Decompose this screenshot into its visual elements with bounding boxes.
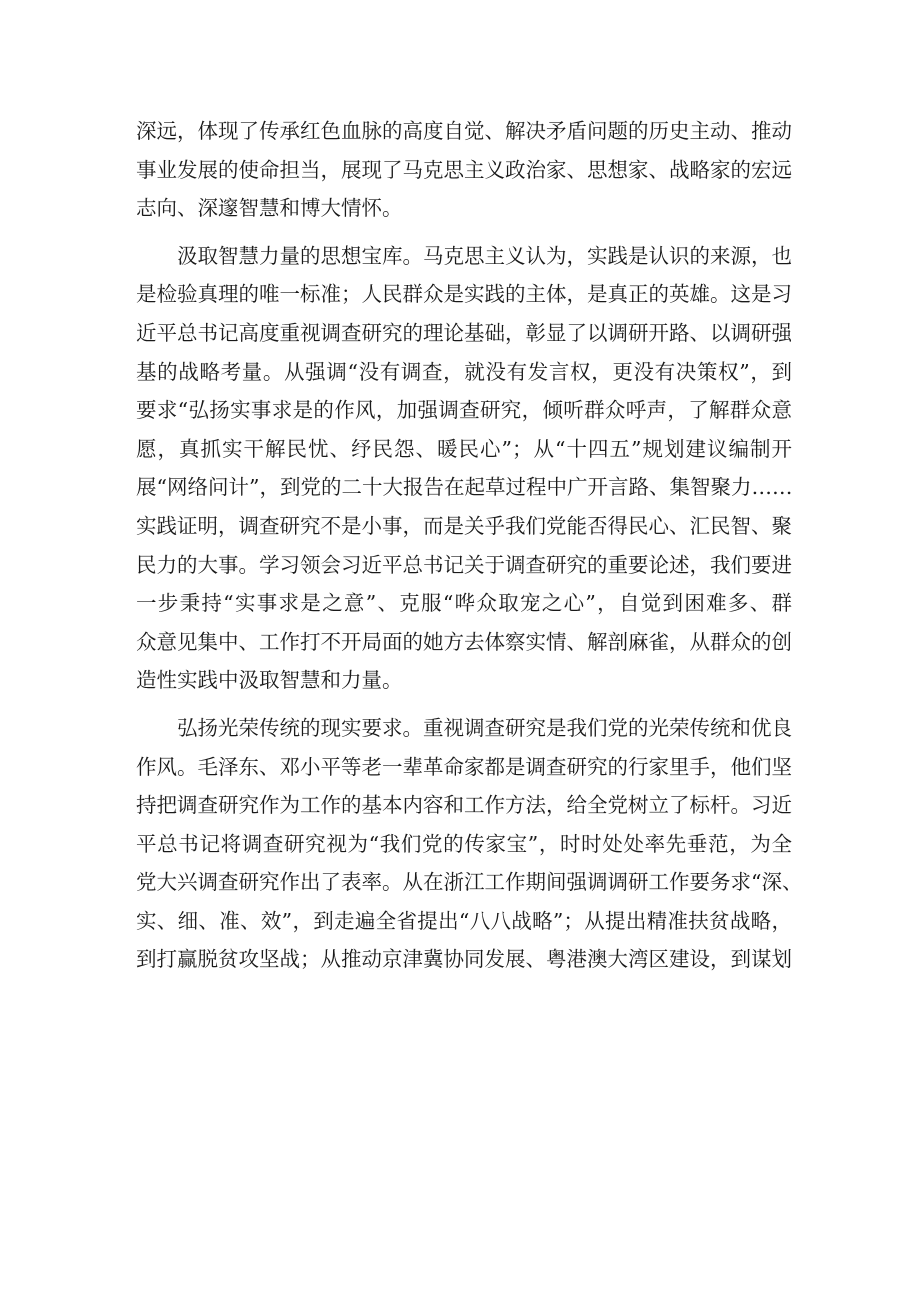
text-line: 实践证明，调查研究不是小事，而是关乎我们党能否得民心、汇民智、聚 [136, 513, 792, 538]
text-line: 党大兴调查研究作出了表率。从在浙江工作期间强调调研工作要务求“深、 [136, 870, 803, 895]
text-line: 要求“弘扬实事求是的作风，加强调查研究，倾听群众呼声，了解群众意 [136, 398, 792, 423]
text-line: 近平总书记高度重视调查研究的理论基础，彰显了以调研开路、以调研强 [136, 320, 792, 345]
text-line: 汲取智慧力量的思想宝库。马克思主义认为，实践是认识的来源，也 [177, 243, 792, 268]
paragraph-spacer [136, 700, 792, 709]
text-line: 是检验真理的唯一标准；人民群众是实践的主体，是真正的英雄。这是习 [136, 282, 792, 307]
text-line: 弘扬光荣传统的现实要求。重视调查研究是我们党的光荣传统和优良 [177, 715, 792, 740]
text-line: 基的战略考量。从强调“没有调查，就没有发言权，更没有决策权”，到 [136, 359, 792, 384]
text-line: 持把调查研究作为工作的基本内容和工作方法，给全党树立了标杆。习近 [136, 793, 792, 818]
paragraph-1 [136, 112, 792, 228]
text-line: 民力的大事。学习领会习近平总书记关于调查研究的重要论述，我们要进 [136, 552, 792, 577]
text-line: 造性实践中汲取智慧和力量。 [136, 668, 403, 693]
text-line: 展“网络问计”，到党的二十大报告在起草过程中广开言路、集智聚力…… [136, 475, 793, 500]
text-line: 深远，体现了传承红色血脉的高度自觉、解决矛盾问题的历史主动、推动 [136, 119, 792, 143]
text-line: 平总书记将调查研究视为“我们党的传家宝”，时时处处率先垂范，为全 [136, 831, 792, 856]
text-line: 作风。毛泽东、邓小平等老一辈革命家都是调查研究的行家里手，他们坚 [136, 754, 792, 779]
text-line: 愿，真抓实干解民忧、纾民怨、暖民心”；从“十四五”规划建议编制开 [136, 436, 792, 461]
paragraph-2 [136, 237, 792, 700]
document-body [136, 112, 803, 979]
paragraph-3 [136, 709, 803, 979]
paragraph-spacer [136, 228, 792, 237]
text-line: 志向、深邃智慧和博大情怀。 [136, 196, 403, 221]
text-line: 事业发展的使命担当，展现了马克思主义政治家、思想家、战略家的宏远 [136, 157, 792, 182]
text-line: 到打赢脱贫攻坚战；从推动京津冀协同发展、粤港澳大湾区建设，到谋划 [136, 947, 792, 972]
text-line: 一步秉持“实事求是之意”、克服“哗众取宠之心”，自觉到困难多、群 [136, 591, 792, 616]
text-line: 众意见集中、工作打不开局面的她方去体察实情、解剖麻雀，从群众的创 [136, 629, 792, 654]
text-line: 实、细、准、效”，到走遍全省提出“八八战略”；从提出精准扶贫战略， [136, 908, 792, 933]
